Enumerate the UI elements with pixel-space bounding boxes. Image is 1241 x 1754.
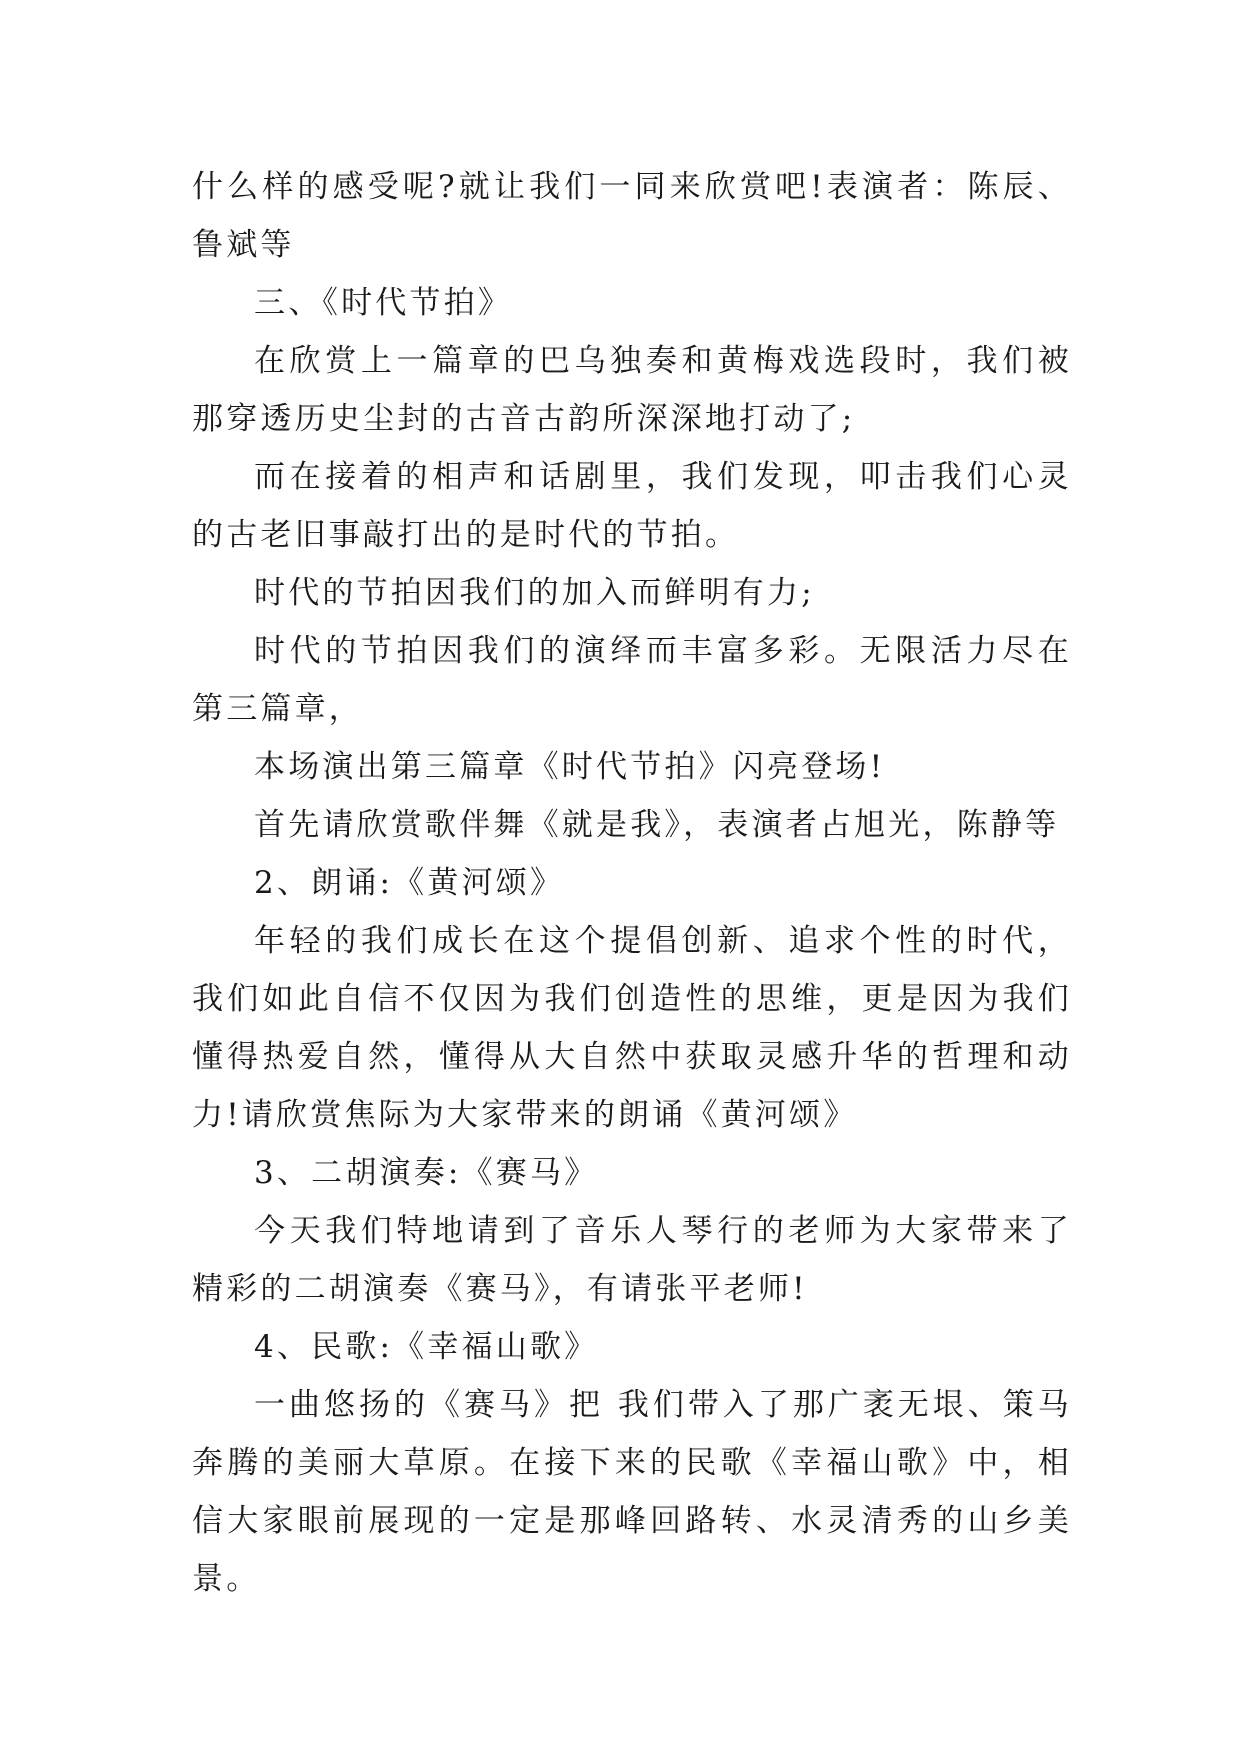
paragraph: 在欣赏上一篇章的巴乌独奏和黄梅戏选段时，我们被那穿透历史尘封的古音古韵所深深地打动了; [192, 343, 1072, 437]
paragraph: 今天我们特地请到了音乐人琴行的老师为大家带来了精彩的二胡演奏《赛马》，有请张平老师! [192, 1213, 1072, 1307]
paragraph: 一曲悠扬的《赛马》把 我们带入了那广袤无垠、策马奔腾的美丽大草原。在接下来的民歌《幸福山歌》中，相信大家眼前展现的一定是那峰回路转、水灵清秀的山乡美景。 [192, 1387, 1072, 1597]
section-heading: 三、《时代节拍》 [254, 285, 513, 321]
paragraph: 时代的节拍因我们的加入而鲜明有力; [254, 575, 815, 611]
item-heading: 4、民歌:《幸福山歌》 [254, 1329, 599, 1365]
item-heading: 3、二胡演奏:《赛马》 [254, 1155, 599, 1191]
paragraph: 年轻的我们成长在这个提倡创新、追求个性的时代，我们如此自信不仅因为我们创造性的思维，更是因为我们懂得热爱自然，懂得从大自然中获取灵感升华的哲理和动力!请欣赏焦际为大家带来的朗诵《黄河颂》 [192, 923, 1072, 1133]
paragraph: 而在接着的相声和话剧里，我们发现，叩击我们心灵的古老旧事敲打出的是时代的节拍。 [192, 459, 1072, 553]
paragraph: 什么样的感受呢?就让我们一同来欣赏吧!表演者：陈辰、鲁斌等 [192, 169, 1072, 263]
document-body [192, 158, 1072, 1608]
paragraph: 时代的节拍因我们的演绎而丰富多彩。无限活力尽在第三篇章， [192, 633, 1072, 727]
item-heading: 2、朗诵:《黄河颂》 [254, 865, 565, 901]
paragraph: 首先请欣赏歌伴舞《就是我》，表演者占旭光，陈静等 [254, 807, 1060, 843]
paragraph: 本场演出第三篇章《时代节拍》闪亮登场! [254, 749, 886, 785]
